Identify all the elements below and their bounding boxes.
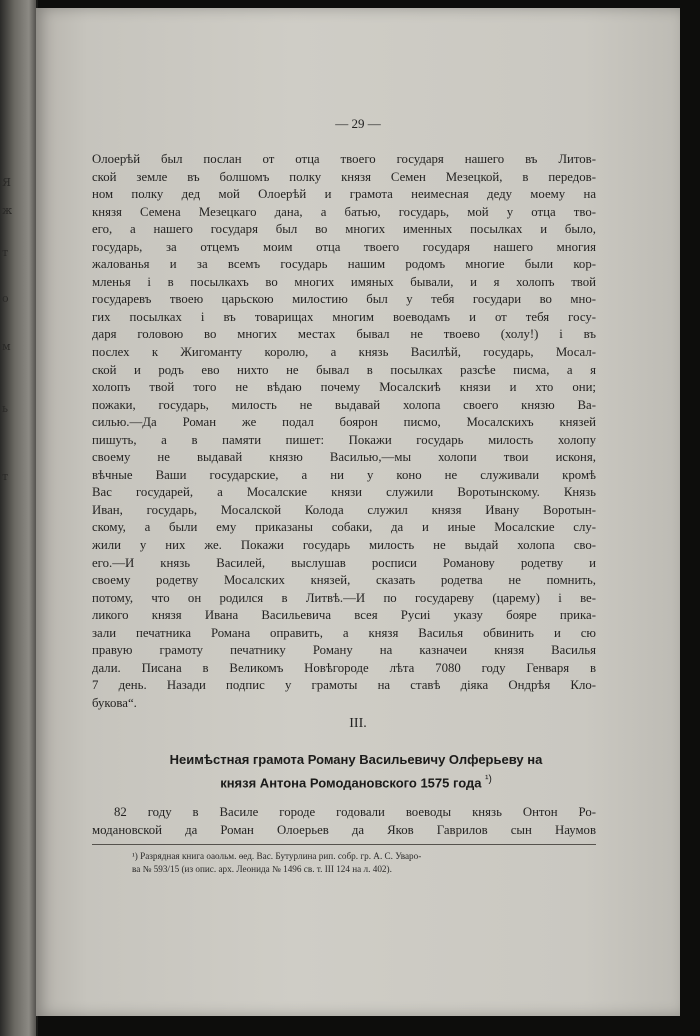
text-line: своему родетву Мосалских князей, сказать родетва не помнить, [92, 573, 596, 588]
text-line: холопъ твой того не вѣдаю почему Мосалскиѣ князи и хто они; [92, 380, 596, 395]
section-number: III. [349, 716, 367, 731]
page-number: — 29 — [335, 116, 381, 131]
text-line: скому, а были ему приказаны собаки, да и иные Мосалские слу- [92, 520, 596, 535]
text-line: жили у них же. Покажи государь милость не выдай холопа сво- [92, 538, 596, 553]
footnote-divider [92, 844, 596, 845]
text-line: 82 году в Василе городе годовали воеводы князь Онтон Ро- [114, 805, 596, 819]
section-title-line [108, 770, 604, 793]
facing-page-glyph: о [2, 292, 9, 305]
text-line: государевъ твоею царьскою милостию был у тебя государи во мно- [92, 292, 596, 307]
text-line: ской земле въ болшомъ полку князя Семен Мезецкой, в передов- [92, 169, 596, 184]
text-line: Иван, государь, Мосалской Колода служил князя Ивану Воротын- [92, 502, 596, 517]
text-line: даря головою во многих местах бывал не твоево (холу!) і въ [92, 327, 596, 342]
text-line: Вас государей, а Мосалские князи служили Воротынскому. Князь [92, 485, 596, 500]
text-line: гих посылках і въ товарищах многим воеводамъ и от тебя госу- [92, 309, 596, 324]
text-line: дали. Писана в Великомъ Новѣгороде лѣта 7080 году Генваря в [92, 660, 596, 675]
text-line: 7 день. Назади подпис у грамоты на ставѣ дiяка Ондрѣя Кло- [92, 678, 596, 693]
text-line: потому, что он родился в Литвѣ.—И по государеву (царему) і ве- [92, 590, 596, 605]
facing-page-glyph: м [2, 340, 11, 353]
paragraph-2 [92, 804, 596, 839]
book-page [36, 8, 680, 1016]
main-text-block [92, 151, 596, 713]
footnote-line: ва № 593/15 (из опис. арх. Леонида № 1496 св. т. III 124 на л. 402). [132, 864, 392, 874]
text-line: пишуть, а в памяти пишет: Покажи государь милость холопу [92, 432, 596, 447]
section-title-line-text: князя Антона Ромодановского 1575 года [220, 775, 482, 791]
facing-page-glyph: ж [2, 204, 13, 217]
facing-page-glyph: т [2, 246, 9, 259]
footnote-line: ¹) Разрядная книга оаольм. ѳед. Вас. Бутурлина рип. собр. гр. А. С. Уваро- [132, 851, 422, 861]
text-line: его, а нашего государя был во многих именных посылках и было, [92, 222, 596, 237]
facing-page-glyph: т [2, 470, 9, 483]
text-line: ской и родъ ево нихто не бывал в посылках разсѣе писма, а я [92, 362, 596, 377]
text-line: модановской да Роман Олоерьев да Яков Гаврилов сын Наумов [92, 822, 596, 837]
text-line: букова“. [92, 695, 137, 710]
text-line: Олоерѣй был послан от отца твоего государя нашего въ Литов- [92, 152, 596, 166]
text-line: своему не выдавай князю Василью,—мы холопи твои исконя, [92, 450, 596, 465]
facing-page-glyph: ь [2, 402, 8, 415]
text-line: князя Семена Мезецкаго дана, а батью, государь, мой у отца тво- [92, 204, 596, 219]
text-line: послех к Жигоманту королю, а князь Василѣй, государь, Мосал- [92, 345, 596, 360]
text-line: жалованья и за всемъ государь нашим родомъ многие были кор- [92, 257, 596, 272]
section-title-line: Неимѣстная грамота Роману Васильевичу Олферьеву на [169, 752, 543, 767]
facing-page-glyph: Я [2, 176, 11, 189]
text-line: ликого князя Ивана Васильевича всея Русиі указу бояре прика- [92, 608, 596, 623]
text-line: правую грамоту печатнику Роману на казначеи князя Василья [92, 643, 596, 658]
section-title [108, 750, 604, 793]
facing-page-edge [0, 0, 38, 1036]
footnote [132, 850, 580, 876]
text-line: зали печатника Романа оправить, а князя Василья обвинить и сю [92, 625, 596, 640]
footnote-marker: ¹) [485, 774, 492, 785]
text-line: его.—И князь Василей, выслушав росписи Романову родетву и [92, 555, 596, 570]
text-line: государь, за отцемъ моим отца твоего государя нашего многия [92, 239, 596, 254]
text-line: силью.—Да Роман же подал боярон писмо, Мосалскихъ князей [92, 415, 596, 430]
text-line: вѣчные Ваши государские, а ни у коно не служивали кромѣ [92, 467, 596, 482]
text-line: пожаки, государь, милость не выдавай холопа своего князю Ва- [92, 397, 596, 412]
text-line: ном полку дед мой Олоерѣй и грамота неимесная деду моему на [92, 187, 596, 202]
text-line: мленья і в посылкахъ во многих имяных бывали, и я холопъ твой [92, 274, 596, 289]
